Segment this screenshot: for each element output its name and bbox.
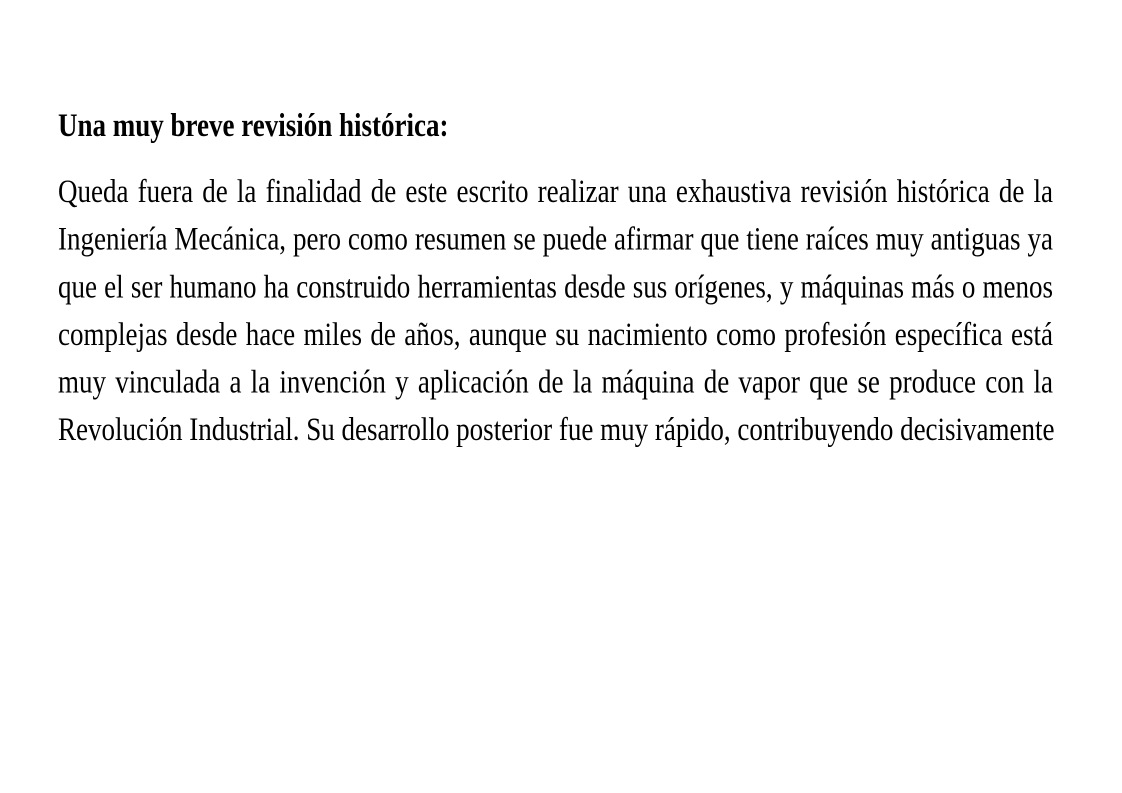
- document-content: [58, 106, 1055, 448]
- paragraph-line: Queda fuera de la finalidad de este escrito realizar una exhaustiva revisión histórica de la: [58, 172, 1053, 210]
- section-heading: Una muy breve revisión histórica:: [58, 106, 449, 144]
- paragraph-line: Ingeniería Mecánica, pero como resumen se puede afirmar que tiene raíces muy antiguas ya: [58, 220, 1053, 257]
- paragraph-line: muy vinculada a la invención y aplicación de la máquina de vapor que se produce con la: [58, 362, 1053, 400]
- paragraph-line: que el ser humano ha construido herramientas desde sus orígenes, y máquinas más o menos: [58, 267, 1053, 305]
- paragraph-line: Revolución Industrial. Su desarrollo posterior fue muy rápido, contribuyendo decisivamente: [58, 410, 1055, 448]
- body-paragraph: [58, 168, 1053, 453]
- paragraph-line: complejas desde hace miles de años, aunque su nacimiento como profesión específica está: [58, 315, 1053, 352]
